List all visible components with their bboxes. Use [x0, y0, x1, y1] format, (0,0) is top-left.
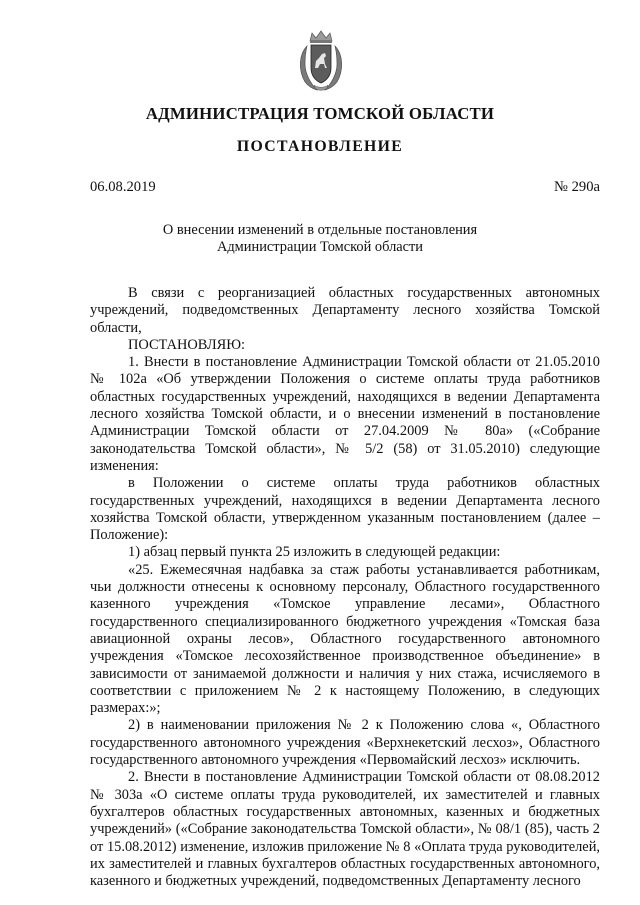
- document-type: ПОСТАНОВЛЕНИЕ: [236, 138, 404, 155]
- sub-item-2-paragraph: 2) в наименовании приложения № 2 к Положению слова «, Областного государственного автономного учреждения «Верхнекетский лесхоз», Областного государственного автономного учреждения «Первомайский лесхоз» исключить.: [90, 717, 600, 769]
- item-1-sub-paragraph: в Положении о системе оплаты труда работников областных государственных учреждений, находящихся в ведении Департамента лесного хозяйства Томской области, утвержденном указанным постановлением (далее – Положение):: [90, 475, 600, 544]
- subject-line-1: О внесении изменений в отдельные постановления: [162, 222, 478, 238]
- item-2-paragraph: 2. Внести в постановление Администрации Томской области от 08.08.2012 № 303а «О системе оплаты труда руководителей, их заместителей и главных бухгалтеров областных государственных автономных, казенных и бюджетных учреждений» («Собрание законодательства Томской области», № 08/1 (85), часть 2 от 15.08.2012) изменение, изложив приложение № 8 «Оплата труда руководителей, их заместителей и главных бухгалтеров областных государственных автономного, казенного и бюджетных учреждений, подведомственных Департаменту лесного: [90, 769, 600, 890]
- tomsk-oblast-coat-of-arms-icon: [297, 30, 345, 92]
- resolve-paragraph: ПОСТАНОВЛЯЮ:: [128, 336, 246, 353]
- item-1-paragraph: 1. Внести в постановление Администрации Томской области от 21.05.2010 № 102а «Об утверждении Положения о системе оплаты труда работников областных государственных учреждений, находящихся в ведении Департамента лесного хозяйства Томской области, и о внесении изменений в постановление Администрации Томской области от 27.04.2009 № 80а» («Собрание законодательства Томской области», № 5/2 (58) от 31.05.2010) следующие изменения:: [90, 354, 600, 474]
- document-date: 06.08.2019: [90, 179, 156, 195]
- sub-item-1-paragraph: 1) абзац первый пункта 25 изложить в следующей редакции:: [128, 544, 501, 561]
- intro-paragraph: В связи с реорганизацией областных государственных автономных учреждений, подведомственных Департаменту лесного хозяйства Томской области,: [90, 285, 600, 336]
- document-number: № 290а: [554, 179, 600, 195]
- organization-title: АДМИНИСТРАЦИЯ ТОМСКОЙ ОБЛАСТИ: [145, 104, 495, 123]
- quote-25-paragraph: «25. Ежемесячная надбавка за стаж работы устанавливается работникам, чьи должности отнесены к основному персоналу, Областного государственного казенного учреждения «Томское управление лесами», Областного государственного специализированного бюджетного учреждения «Томская база авиационной охраны лесов», Областного государственного автономного учреждения «Томское лесохозяйственное производственное объединение» в зависимости от занимаемой должности и наличия у них стажа, исчисляемого в соответствии с приложением № 2 к настоящему Положению, в следующих размерах:»;: [90, 561, 600, 717]
- document-subject: [120, 222, 520, 256]
- subject-line-2: Администрации Томской области: [216, 239, 424, 255]
- document-body: [90, 285, 600, 890]
